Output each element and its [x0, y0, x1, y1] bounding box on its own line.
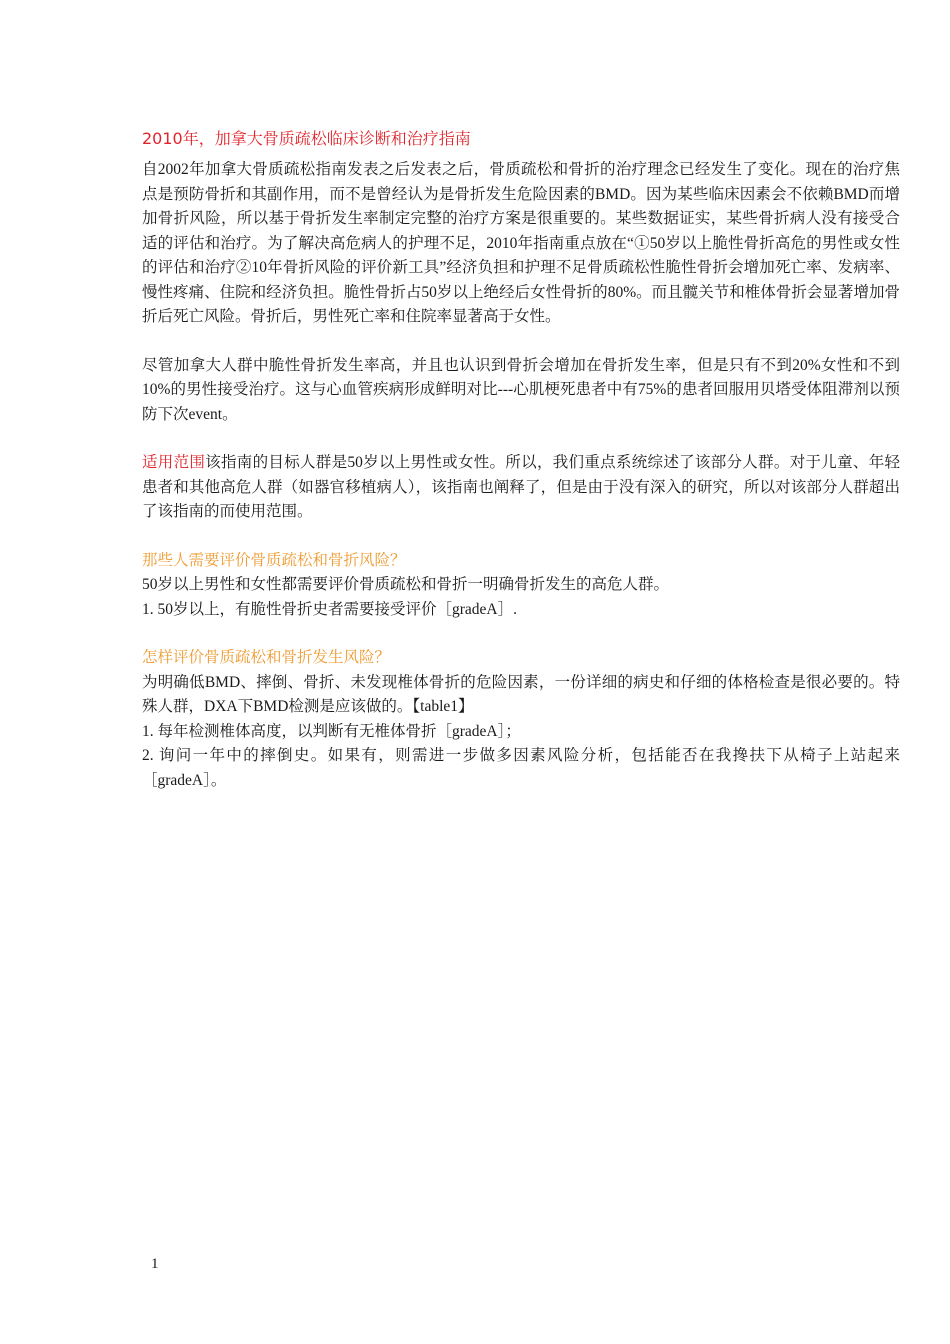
who-text: 50岁以上男性和女性都需要评价骨质疏松和骨折一明确骨折发生的高危人群。: [142, 576, 670, 593]
spacer: [142, 330, 900, 354]
intro-paragraph-1: 自2002年加拿大骨质疏松指南发表之后发表之后，骨质疏松和骨折的治疗理念已经发生了变化。现在的治疗焦点是预防骨折和其副作用，而不是曾经认为是骨折发生危险因素的BMD。因为某些临床因素会不依赖BMD而增加骨折风险，所以基于骨折发生率制定完整的治疗方案是很重要的。某些数据证实，某些骨折病人没有接受合适的评估和治疗。为了解决高危病人的护理不足，2010年指南重点放在“①50岁以上脆性骨折高危的男性或女性的评估和治疗②10年骨折风险的评价新工具”经济负担和护理不足骨质疏松性脆性骨折会增加死亡率、发病率、慢性疼痛、住院和经济负担。脆性骨折占50岁以上绝经后女性骨折的80%。而且髋关节和椎体骨折会显著增加骨折后死亡风险。骨折后，男性死亡率和住院率显著高于女性。: [142, 161, 900, 325]
who-list-item-1: 1. 50岁以上，有脆性骨折史者需要接受评价［gradeA］.: [142, 600, 517, 618]
scope-label: 适用范围: [142, 454, 206, 471]
page-number: 1: [151, 1256, 159, 1272]
scope-text: 该指南的目标人群是50岁以上男性或女性。所以，我们重点系统综述了该部分人群。对于儿童、年轻患者和其他高危人群（如器官移植病人），该指南也阐释了，但是由于没有深入的研究，所以对该部分人群超出了该指南的而使用范围。: [142, 454, 900, 520]
spacer: [142, 525, 900, 549]
intro-paragraph-2: 尽管加拿大人群中脆性骨折发生率高，并且也认识到骨折会增加在骨折发生率，但是只有不到20%女性和不到10%的男性接受治疗。这与心血管疾病形成鲜明对比---心肌梗死患者中有75%的患者回服用贝塔受体阻滞剂以预防下次event。: [142, 356, 900, 423]
spacer: [142, 427, 900, 451]
how-list-item-1: 1. 每年检测椎体高度，以判断有无椎体骨折［gradeA］；: [142, 722, 521, 740]
how-heading: 怎样评价骨质疏松和骨折发生风险？: [142, 649, 391, 666]
document-title: 2010年，加拿大骨质疏松临床诊断和治疗指南: [142, 129, 471, 148]
spacer: [142, 622, 900, 646]
how-text: 为明确低BMD、摔倒、骨折、未发现椎体骨折的危险因素，一份详细的病史和仔细的体格检查是很必要的。特殊人群，DXA下BMD检测是应该做的。【table1】: [142, 673, 900, 715]
document-page: [142, 128, 900, 793]
who-heading: 那些人需要评价骨质疏松和骨折风险？: [142, 551, 406, 569]
scope-paragraph: [142, 451, 900, 525]
how-list-item-2: 2. 询问一年中的摔倒史。如果有，则需进一步做多因素风险分析，包括能否在我搀扶下从椅子上站起来［gradeA］。: [142, 747, 900, 789]
